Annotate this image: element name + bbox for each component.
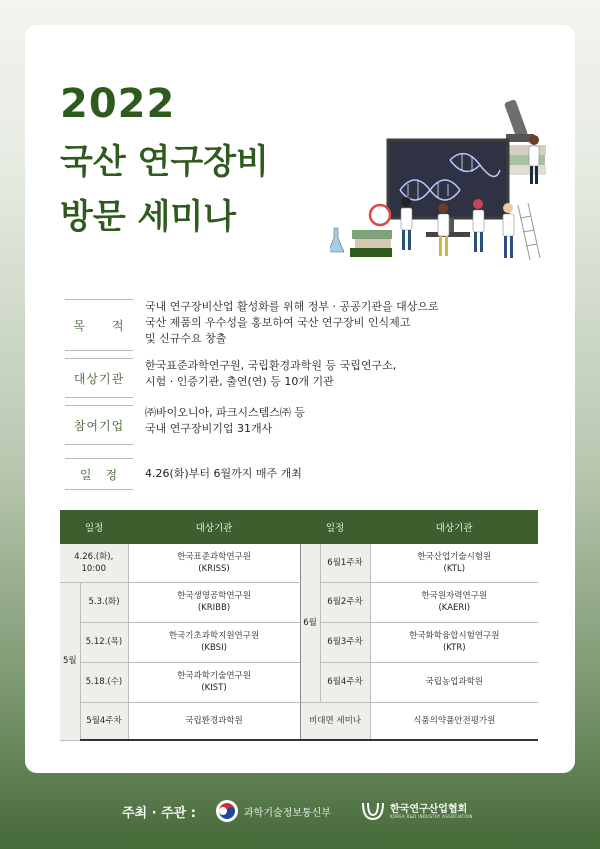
info-text: 4.26(화)부터 6월까지 매주 개최 xyxy=(145,467,302,480)
org-cell: 한국표준과학연구원 (KRISS) xyxy=(128,544,300,582)
table-row xyxy=(60,544,538,582)
header-org-left: 대상기관 xyxy=(128,510,300,544)
poster-year: 2022 xyxy=(60,81,176,127)
ministry-name: 과학기술정보통신부 xyxy=(244,808,331,819)
header-org-right: 대상기관 xyxy=(370,510,538,544)
date-cell: 6월4주차 xyxy=(320,662,370,702)
association-logo-icon xyxy=(360,799,386,823)
info-label: 일 정 xyxy=(65,458,133,490)
scientists-illustration xyxy=(330,90,560,270)
date-cell: 6월2주차 xyxy=(320,582,370,622)
org-cell: 국립환경과학원 xyxy=(128,702,300,740)
date-cell: 5.3.(화) xyxy=(80,582,128,622)
table-row xyxy=(60,622,538,662)
org-cell: 한국화학융합시험연구원 (KTR) xyxy=(370,622,538,662)
poster-title-line2: 방문 세미나 xyxy=(60,197,237,237)
date-cell: 비대면 세미나 xyxy=(300,702,370,740)
info-row-schedule xyxy=(65,458,535,490)
info-text: 국내 연구장비산업 활성화를 위해 정부 · 공공기관을 대상으로 국산 제품의 우수성을 홍보하여 국산 연구장비 인식제고 및 신규수요 창출 xyxy=(145,300,439,345)
taegeuk-emblem-icon xyxy=(215,799,239,823)
month-cell-june: 6월 xyxy=(300,544,320,702)
org-cell: 한국산업기술시험원 (KTL) xyxy=(370,544,538,582)
date-cell: 5월4주차 xyxy=(80,702,128,740)
footer xyxy=(0,796,600,826)
table-row xyxy=(60,702,538,740)
info-label: 참여기업 xyxy=(65,405,133,445)
info-label: 대상기관 xyxy=(65,358,133,398)
date-cell: 5.18.(수) xyxy=(80,662,128,702)
table-row xyxy=(60,662,538,702)
org-cell: 국립농업과학원 xyxy=(370,662,538,702)
header-date-right: 일정 xyxy=(300,510,370,544)
table-header-row xyxy=(60,510,538,544)
info-text: ㈜바이오니아, 파크시스템스㈜ 등 국내 연구장비기업 31개사 xyxy=(145,406,306,435)
table-row xyxy=(60,582,538,622)
date-cell: 6월1주차 xyxy=(320,544,370,582)
date-cell: 4.26.(화), 10:00 xyxy=(60,544,128,582)
month-cell-may: 5월 xyxy=(60,582,80,740)
org-cell: 한국기초과학지원연구원 (KBSI) xyxy=(128,622,300,662)
info-row-purpose xyxy=(65,299,535,351)
association-name: 한국연구산업협회 xyxy=(390,804,468,815)
info-row-target xyxy=(65,358,535,398)
header-date-left: 일정 xyxy=(60,510,128,544)
poster-title-line1: 국산 연구장비 xyxy=(60,142,269,182)
org-cell: 식품의약품안전평가원 xyxy=(370,702,538,740)
host-label: 주최 · 주관 : xyxy=(122,806,196,821)
org-cell: 한국생명공학연구원 (KRIBB) xyxy=(128,582,300,622)
info-label: 목 적 xyxy=(65,299,133,351)
info-row-participants xyxy=(65,405,535,445)
org-cell: 한국과학기술연구원 (KIST) xyxy=(128,662,300,702)
date-cell: 6월3주차 xyxy=(320,622,370,662)
date-cell: 5.12.(목) xyxy=(80,622,128,662)
schedule-table xyxy=(60,510,538,741)
association-name-en: KOREA R&D INDUSTRY ASSOCIATION xyxy=(390,814,473,819)
org-cell: 한국원자력연구원 (KAERI) xyxy=(370,582,538,622)
info-text: 한국표준과학연구원, 국립환경과학원 등 국립연구소, 시험 · 인증기관, 출연(연) 등 10개 기관 xyxy=(145,359,397,388)
